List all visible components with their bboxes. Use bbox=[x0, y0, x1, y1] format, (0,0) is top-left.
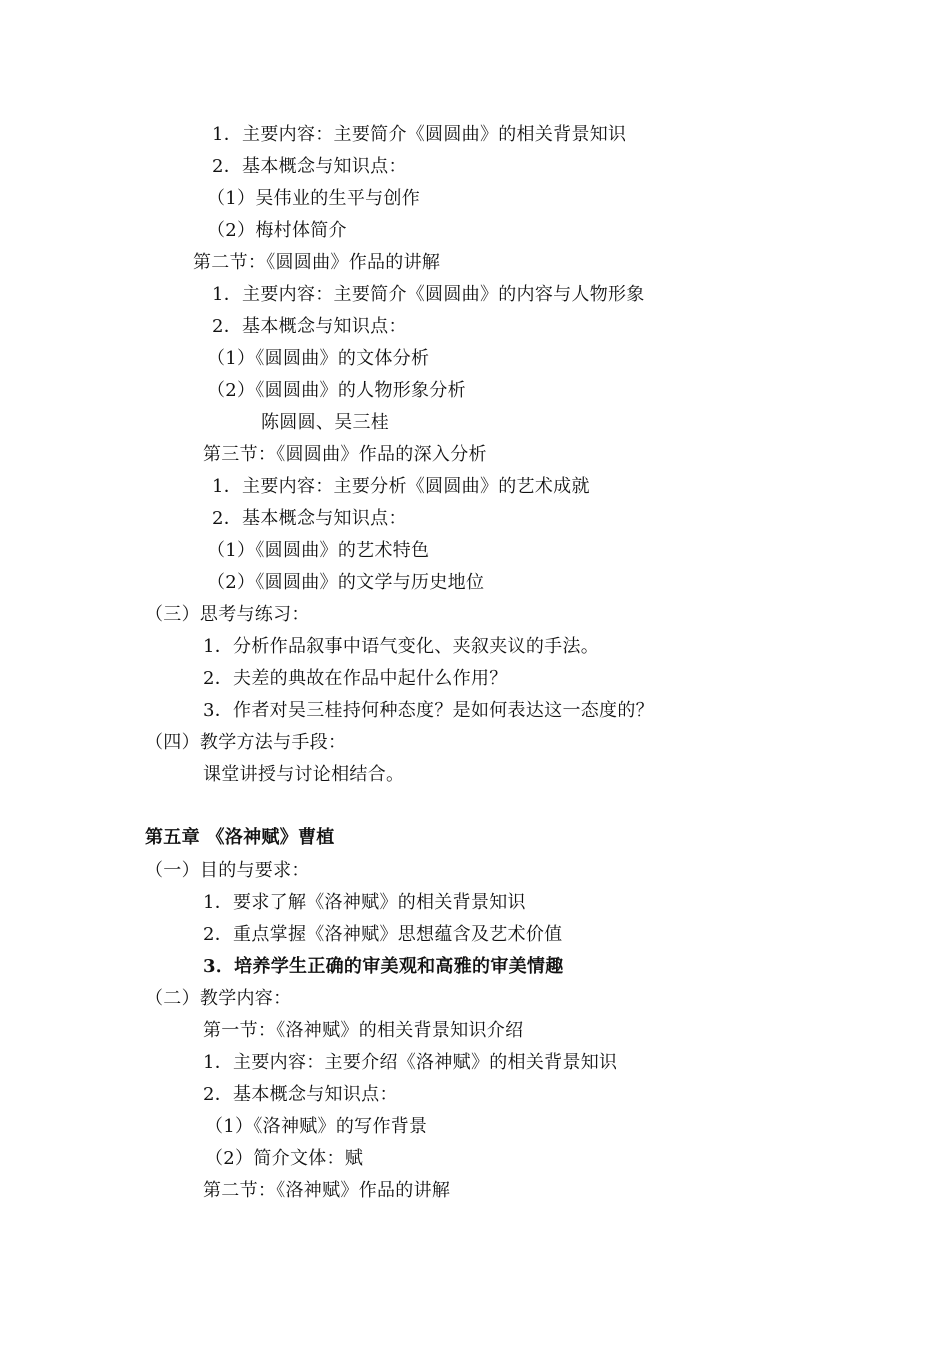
knowledge-point: （2）简介文体：赋 bbox=[205, 1148, 364, 1169]
method-text: 课堂讲授与讨论相结合。 bbox=[203, 764, 405, 785]
concept-heading: 2．基本概念与知识点： bbox=[212, 156, 407, 177]
knowledge-point: （2）《圆圆曲》的人物形象分析 bbox=[207, 380, 466, 401]
section-heading: 第三节：《圆圆曲》作品的深入分析 bbox=[203, 444, 487, 465]
concept-heading: 2．基本概念与知识点： bbox=[203, 1084, 398, 1105]
subsection-heading: （三）思考与练习： bbox=[145, 604, 310, 625]
section-heading: 第一节：《洛神赋》的相关背景知识介绍 bbox=[203, 1020, 524, 1041]
concept-heading: 2．基本概念与知识点： bbox=[212, 508, 407, 529]
objective-item: 2．重点掌握《洛神赋》思想蕴含及艺术价值 bbox=[203, 924, 563, 945]
knowledge-point: （1）吴伟业的生平与创作 bbox=[207, 188, 421, 209]
chapter-title: 第五章 《洛神赋》曹植 bbox=[145, 827, 335, 848]
exercise-item: 2．夫差的典故在作品中起什么作用？ bbox=[203, 668, 508, 689]
main-content-line: 1．主要内容：主要简介《圆圆曲》的内容与人物形象 bbox=[212, 284, 645, 305]
knowledge-point: （2）梅村体简介 bbox=[207, 220, 347, 241]
knowledge-point: （2）《圆圆曲》的文学与历史地位 bbox=[207, 572, 485, 593]
knowledge-point: （1）《洛神赋》的写作背景 bbox=[205, 1116, 428, 1137]
main-content-line: 1．主要内容：主要简介《圆圆曲》的相关背景知识 bbox=[212, 124, 627, 145]
exercise-item: 1．分析作品叙事中语气变化、夹叙夹议的手法。 bbox=[203, 636, 600, 657]
subsection-heading: （二）教学内容： bbox=[145, 988, 292, 1009]
objective-item: 1．要求了解《洛神赋》的相关背景知识 bbox=[203, 892, 526, 913]
section-heading: 第二节：《洛神赋》作品的讲解 bbox=[203, 1180, 451, 1201]
knowledge-point: （1）《圆圆曲》的艺术特色 bbox=[207, 540, 430, 561]
objective-item-bold: 3．培养学生正确的审美观和高雅的审美情趣 bbox=[203, 956, 564, 977]
exercise-item: 3．作者对吴三桂持何种态度？是如何表达这一态度的？ bbox=[203, 700, 654, 721]
main-content-line: 1．主要内容：主要介绍《洛神赋》的相关背景知识 bbox=[203, 1052, 618, 1073]
subsection-heading: （一）目的与要求： bbox=[145, 860, 310, 881]
subsection-heading: （四）教学方法与手段： bbox=[145, 732, 347, 753]
concept-heading: 2．基本概念与知识点： bbox=[212, 316, 407, 337]
main-content-line: 1．主要内容：主要分析《圆圆曲》的艺术成就 bbox=[212, 476, 590, 497]
knowledge-detail: 陈圆圆、吴三桂 bbox=[261, 412, 390, 433]
section-heading: 第二节：《圆圆曲》作品的讲解 bbox=[193, 252, 441, 273]
knowledge-point: （1）《圆圆曲》的文体分析 bbox=[207, 348, 430, 369]
